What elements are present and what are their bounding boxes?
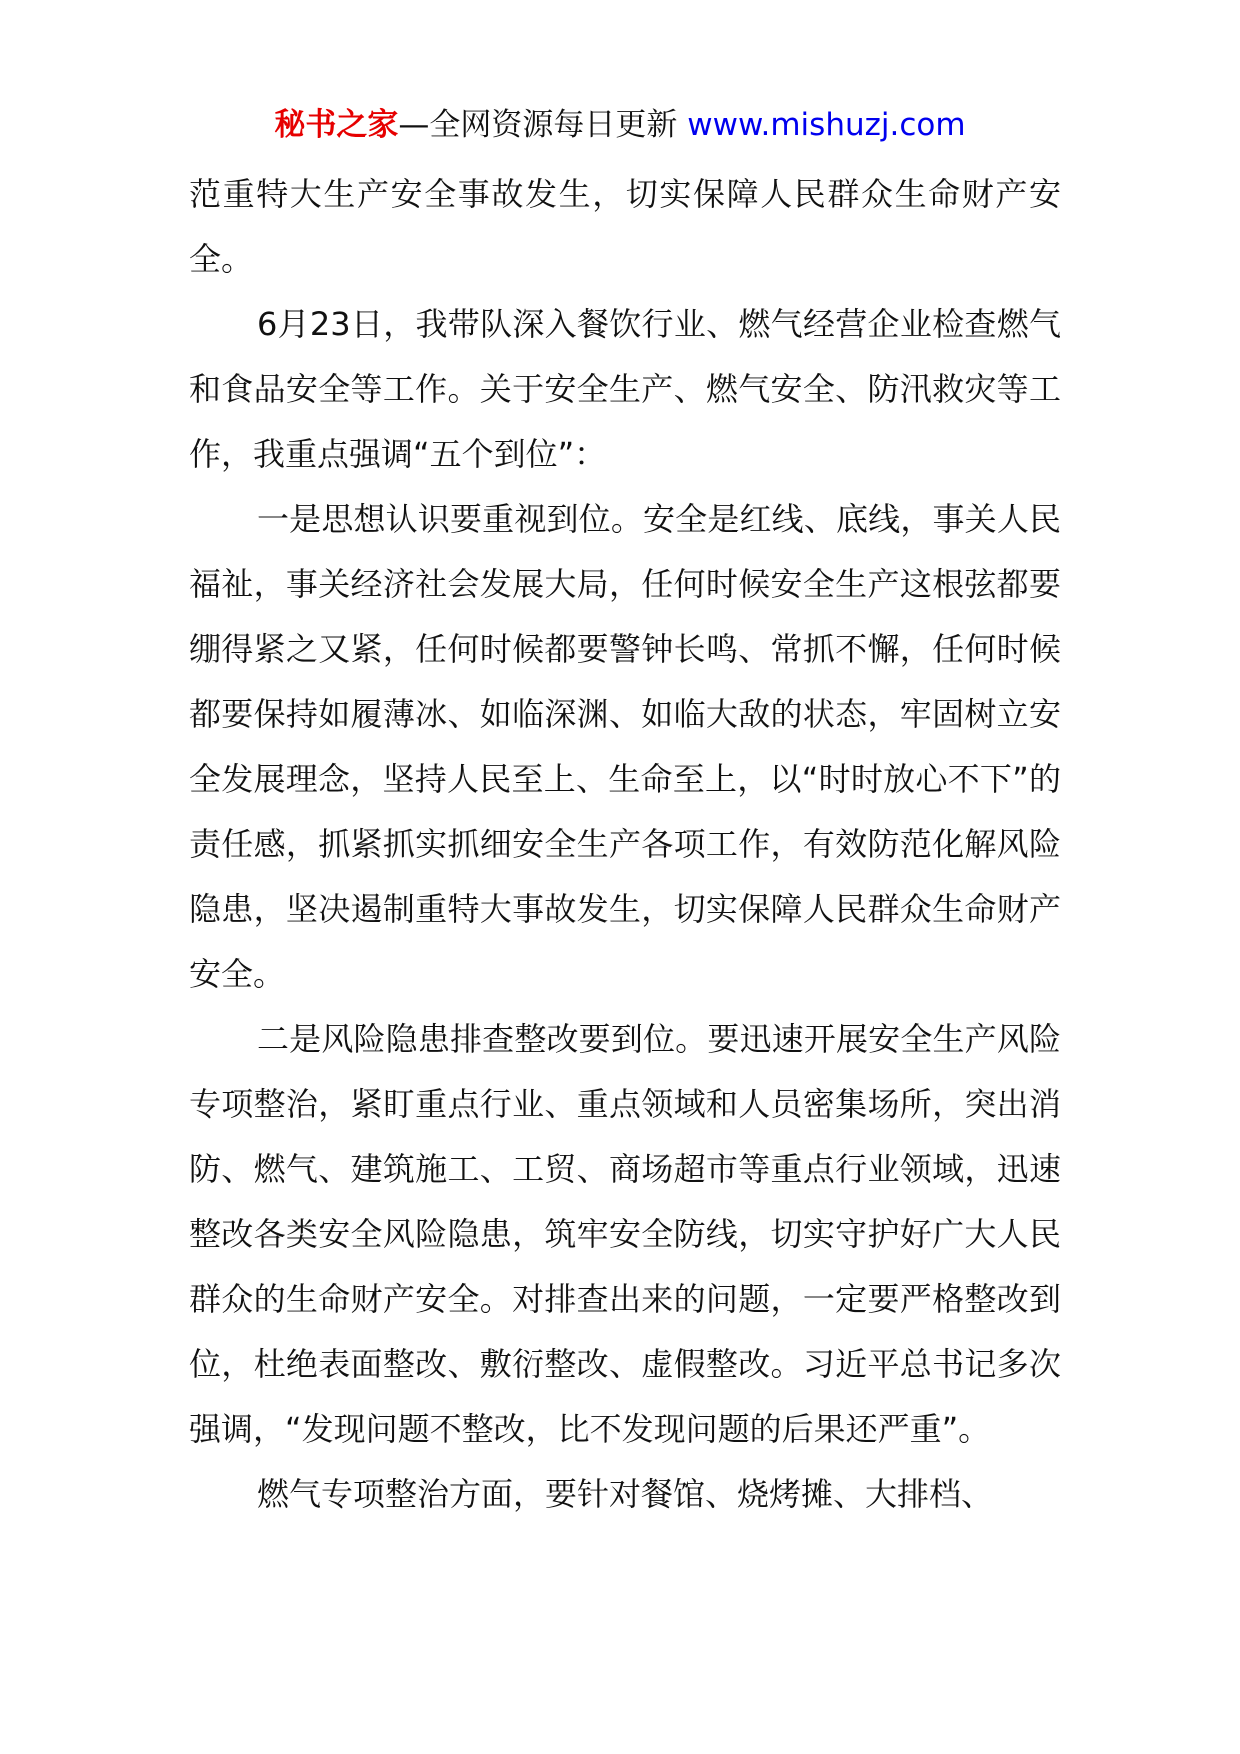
brand-name: 秘书之家	[274, 107, 399, 143]
document-header	[0, 102, 1240, 148]
document-body	[189, 162, 1061, 1527]
header-slogan: —全网资源每日更新	[398, 107, 688, 143]
paragraph: 二是风险隐患排查整改要到位。要迅速开展安全生产风险专项整治，紧盯重点行业、重点领域和人员密集场所，突出消防、燃气、建筑施工、工贸、商场超市等重点行业领域，迅速整改各类安全风险隐患，筑牢安全防线，切实守护好广大人民群众的生命财产安全。对排查出来的问题，一定要严格整改到位，杜绝表面整改、敷衍整改、虚假整改。习近平总书记多次强调，“发现问题不整改，比不发现问题的后果还严重”。	[189, 1020, 1061, 1448]
website-link[interactable]: www.mishuzj.com	[687, 107, 966, 143]
paragraph: 一是思想认识要重视到位。安全是红线、底线，事关人民福祉，事关经济社会发展大局，任何时候安全生产这根弦都要绷得紧之又紧，任何时候都要警钟长鸣、常抓不懈，任何时候都要保持如履薄冰、如临深渊、如临大敌的状态，牢固树立安全发展理念，坚持人民至上、生命至上，以“时时放心不下”的责任感，抓紧抓实抓细安全生产各项工作，有效防范化解风险隐患，坚决遏制重特大事故发生，切实保障人民群众生命财产安全。	[189, 500, 1061, 993]
paragraph: 6月23日，我带队深入餐饮行业、燃气经营企业检查燃气和食品安全等工作。关于安全生产、燃气安全、防汛救灾等工作，我重点强调“五个到位”：	[189, 305, 1061, 473]
paragraph: 范重特大生产安全事故发生，切实保障人民群众生命财产安全。	[189, 175, 1061, 278]
paragraph: 燃气专项整治方面，要针对餐馆、烧烤摊、大排档、	[257, 1475, 994, 1513]
